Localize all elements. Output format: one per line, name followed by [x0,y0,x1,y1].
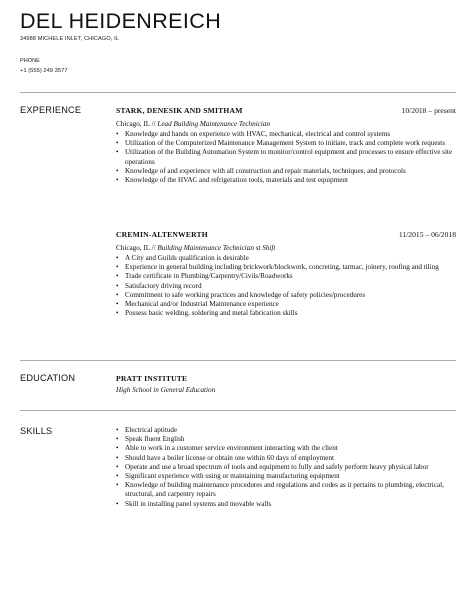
section-title-experience: EXPERIENCE [20,105,82,115]
list-item: • Possess basic welding, soldering and metal fabrication skills [116,309,298,318]
list-item: • Significant experience with using or maintaining manufacturing equipment [116,472,340,481]
list-item: • Knowledge of building maintenance procedures and regulations and codes as it pertains to plumbing, electrical, structural, and carpentry repairs [116,481,444,499]
list-item: • Speak fluent English [116,435,185,444]
job-entry [116,230,456,318]
section-title-education: EDUCATION [20,373,76,383]
job-dates: 10/2018 – present [401,106,456,115]
divider [20,92,456,93]
list-item: • Commitment to safe working practices and knowledge of safety policies/procedures [116,290,366,299]
skills-list-container [116,426,456,509]
job-header [116,230,456,243]
list-item: • Mechanical and/or Industrial Maintenance experience [116,300,279,309]
job-header [116,106,456,119]
job-location: Chicago, IL // [116,244,158,252]
list-item: • Electrical aptitude [116,426,178,434]
candidate-name: DEL HEIDENREICH [20,9,222,33]
school-name: PRATT INSTITUTE [116,374,188,383]
list-item: • Operate and use a broad spectrum of tools and equipment to fully and safely perform heavy physical labor [116,462,429,471]
job-title: Lead Building Maintenance Technician [157,120,270,128]
degree: High School in General Education [116,386,216,394]
list-item: • Utilization of the Computerized Maintenance Management System to initiate, track and complete work requests [116,139,446,148]
job-location: Chicago, IL // [116,120,158,128]
job-entry [116,106,456,185]
list-item: • Knowledge and hands on experience with HVAC, mechanical, electrical and control systems [116,130,390,138]
divider [20,360,456,361]
job-bullets [116,254,456,318]
list-item: • A City and Guilds qualification is desirable [116,254,249,262]
list-item: • Trade certificate in Plumbing/Carpentry/Civils/Roadworks [116,272,293,281]
phone-number: +1 (555) 249 3577 [20,68,68,74]
list-item: • Satisfactory driving record [116,281,202,290]
address: 34988 MICHELE INLET, CHICAGO, IL [20,36,119,42]
list-item: • Skill in installing panel systems and movable walls [116,499,272,508]
job-title: Building Maintenance Technician st Shift [157,244,276,252]
list-item: • Knowledge of and experience with all construction and repair materials, techniques, and protocols [116,166,406,175]
company-name: STARK, DENESIK AND SMITHAM [116,106,243,115]
job-bullets [116,130,456,185]
section-title-skills: SKILLS [20,426,53,436]
skills-list [116,426,456,509]
education-entry [116,374,456,394]
job-role [116,119,456,130]
list-item: • Should have a boiler license or obtain one within 60 days of employment [116,453,335,462]
list-item: • Experience in general building including brickwork/blockwork, concreting, tarmac, joinery, roofing and tiling [116,263,439,272]
job-role [116,243,456,254]
divider [20,410,456,411]
company-name: CREMIN-ALTENWERTH [116,230,208,239]
list-item: • Knowledge of the HVAC and refrigeration tools, materials and test equipment [116,176,348,185]
list-item: • Able to work in a customer service environment interacting with the client [116,444,338,453]
list-item: • Utilization of the Building Automation System to monitor/control equipment and processes to ensure effective site operations [116,148,453,166]
job-dates: 11/2015 – 06/2018 [398,230,456,239]
phone-label: PHONE [20,58,40,64]
